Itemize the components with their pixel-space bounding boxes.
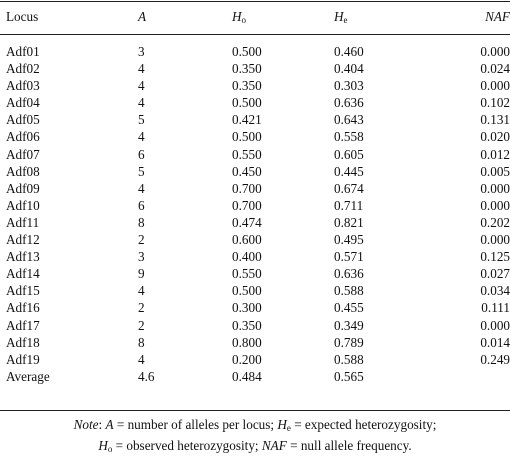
null-allele-frequency-cell: 0.111	[481, 300, 510, 316]
alleles-cell: 6	[138, 146, 145, 162]
observed-heterozygosity-cell: 0.350	[232, 317, 262, 333]
alleles-cell: 3	[138, 44, 145, 59]
alleles-cell: 4	[138, 95, 145, 111]
locus-cell: Adf06	[6, 129, 40, 145]
table-row	[0, 128, 510, 145]
locus-cell: Adf14	[6, 266, 40, 282]
null-allele-frequency-cell: 0.102	[480, 95, 510, 111]
null-allele-frequency-cell: 0.000	[480, 180, 510, 196]
alleles-cell: 3	[138, 249, 145, 265]
locus-cell: Average	[6, 368, 50, 384]
locus-cell: Adf01	[6, 44, 40, 59]
alleles-cell: 4	[138, 180, 145, 196]
expected-heterozygosity-cell: 0.455	[334, 300, 364, 316]
alleles-cell: 4	[138, 129, 145, 145]
locus-cell: Adf05	[6, 112, 40, 128]
header-row	[0, 9, 510, 34]
locus-cell: Adf03	[6, 78, 40, 94]
null-allele-frequency-cell: 0.012	[480, 146, 510, 162]
null-allele-frequency-cell: 0.249	[480, 351, 510, 367]
top-rule	[0, 1, 510, 2]
expected-heterozygosity-cell: 0.565	[334, 368, 364, 384]
table-row	[0, 299, 510, 316]
expected-heterozygosity-cell: 0.445	[334, 163, 364, 179]
alleles-cell: 2	[138, 300, 145, 316]
locus-cell: Adf11	[6, 214, 40, 230]
observed-heterozygosity-cell: 0.550	[232, 146, 262, 162]
alleles-cell: 4	[138, 61, 145, 77]
alleles-cell: 4.6	[138, 368, 155, 384]
table-row	[0, 60, 510, 77]
table-row	[0, 180, 510, 197]
observed-heterozygosity-cell: 0.700	[232, 197, 262, 213]
locus-cell: Adf09	[6, 180, 40, 196]
note-label: Note	[73, 417, 99, 432]
table-row	[0, 111, 510, 128]
locus-cell: Adf04	[6, 95, 40, 111]
header-locus: Locus	[6, 9, 39, 24]
alleles-cell: 9	[138, 266, 145, 282]
table-row	[0, 317, 510, 334]
alleles-cell: 4	[138, 283, 145, 299]
table-row	[0, 351, 510, 368]
null-allele-frequency-cell	[436, 368, 510, 385]
null-allele-frequency-cell: 0.000	[480, 197, 510, 213]
null-allele-frequency-cell: 0.024	[480, 61, 510, 77]
expected-heterozygosity-cell: 0.404	[334, 61, 364, 77]
observed-heterozygosity-cell: 0.500	[232, 283, 262, 299]
table-note: Note: A = number of alleles per locus; $H_e$ = expected heterozygosity; $H_o$ = observed heterozygosity; NAF = null allele frequency.	[73, 417, 437, 454]
locus-cell: Adf16	[6, 300, 40, 316]
null-allele-frequency-cell: 0.125	[480, 249, 510, 265]
observed-heterozygosity-cell: 0.350	[232, 61, 262, 77]
observed-heterozygosity-cell: 0.500	[232, 129, 262, 145]
expected-heterozygosity-cell: 0.789	[334, 334, 364, 350]
table-row	[0, 163, 510, 180]
locus-cell: Adf07	[6, 146, 40, 162]
observed-heterozygosity-cell: 0.474	[232, 214, 262, 230]
null-allele-frequency-cell: 0.000	[480, 317, 510, 333]
expected-heterozygosity-cell: 0.558	[334, 129, 364, 145]
locus-cell: Adf15	[6, 283, 40, 299]
table-row	[0, 248, 510, 265]
header-null-allele-frequency: NAF	[485, 9, 510, 24]
header-expected-heterozygosity: $H_e$	[334, 9, 348, 25]
observed-heterozygosity-cell: 0.450	[232, 163, 262, 179]
observed-heterozygosity-cell: 0.350	[232, 78, 262, 94]
table-row	[0, 77, 510, 94]
table-row	[0, 197, 510, 214]
bottom-rule	[0, 410, 510, 411]
observed-heterozygosity-cell: 0.500	[232, 95, 262, 111]
null-allele-frequency-cell: 0.020	[480, 129, 510, 145]
table-row	[0, 94, 510, 111]
expected-heterozygosity-cell: 0.636	[334, 95, 364, 111]
alleles-cell: 2	[138, 317, 145, 333]
observed-heterozygosity-cell: 0.300	[232, 300, 262, 316]
alleles-cell: 4	[138, 351, 145, 367]
observed-heterozygosity-cell: 0.484	[232, 368, 262, 384]
expected-heterozygosity-cell: 0.303	[334, 78, 364, 94]
alleles-cell: 6	[138, 197, 145, 213]
expected-heterozygosity-cell: 0.588	[334, 351, 364, 367]
null-allele-frequency-cell: 0.131	[480, 112, 510, 128]
null-allele-frequency-cell: 0.202	[480, 214, 510, 230]
null-allele-frequency-cell: 0.034	[480, 283, 510, 299]
alleles-cell: 5	[138, 163, 145, 179]
null-allele-frequency-cell: 0.027	[480, 266, 510, 282]
null-allele-frequency-cell: 0.000	[480, 44, 510, 59]
expected-heterozygosity-cell: 0.636	[334, 266, 364, 282]
table-row	[0, 334, 510, 351]
locus-cell: Adf17	[6, 317, 40, 333]
locus-cell: Adf10	[6, 197, 40, 213]
locus-cell: Adf08	[6, 163, 40, 179]
observed-heterozygosity-cell: 0.200	[232, 351, 262, 367]
locus-cell: Adf18	[6, 334, 40, 350]
expected-heterozygosity-cell: 0.349	[334, 317, 364, 333]
table-row	[0, 368, 510, 385]
locus-cell: Adf12	[6, 232, 40, 248]
expected-heterozygosity-cell: 0.674	[334, 180, 364, 196]
table-row	[0, 231, 510, 248]
expected-heterozygosity-cell: 0.495	[334, 232, 364, 248]
expected-heterozygosity-cell: 0.460	[334, 44, 364, 59]
null-allele-frequency-cell: 0.000	[480, 232, 510, 248]
expected-heterozygosity-cell: 0.711	[334, 197, 364, 213]
observed-heterozygosity-cell: 0.500	[232, 44, 262, 59]
table-row	[0, 214, 510, 231]
table-row	[0, 146, 510, 163]
table-row	[0, 265, 510, 282]
observed-heterozygosity-cell: 0.550	[232, 266, 262, 282]
expected-heterozygosity-cell: 0.821	[334, 214, 364, 230]
alleles-cell: 2	[138, 232, 145, 248]
observed-heterozygosity-cell: 0.400	[232, 249, 262, 265]
locus-cell: Adf02	[6, 61, 40, 77]
expected-heterozygosity-cell: 0.643	[334, 112, 364, 128]
genetic-diversity-table	[0, 9, 510, 385]
header-alleles: A	[138, 9, 147, 24]
null-allele-frequency-cell: 0.000	[480, 78, 510, 94]
alleles-cell: 5	[138, 112, 145, 128]
observed-heterozygosity-cell: 0.700	[232, 180, 262, 196]
null-allele-frequency-cell: 0.014	[480, 334, 510, 350]
observed-heterozygosity-cell: 0.800	[232, 334, 262, 350]
header-observed-heterozygosity: $H_o$	[232, 9, 247, 25]
observed-heterozygosity-cell: 0.600	[232, 232, 262, 248]
observed-heterozygosity-cell: 0.421	[232, 112, 262, 128]
table-row	[0, 282, 510, 299]
alleles-cell: 8	[138, 214, 145, 230]
table-row	[0, 43, 510, 60]
expected-heterozygosity-cell: 0.571	[334, 249, 364, 265]
expected-heterozygosity-cell: 0.605	[334, 146, 364, 162]
locus-cell: Adf19	[6, 351, 40, 367]
spacer-row	[0, 34, 510, 43]
locus-cell: Adf13	[6, 249, 40, 265]
alleles-cell: 4	[138, 78, 145, 94]
null-allele-frequency-cell: 0.005	[480, 163, 510, 179]
expected-heterozygosity-cell: 0.588	[334, 283, 364, 299]
alleles-cell: 8	[138, 334, 145, 350]
